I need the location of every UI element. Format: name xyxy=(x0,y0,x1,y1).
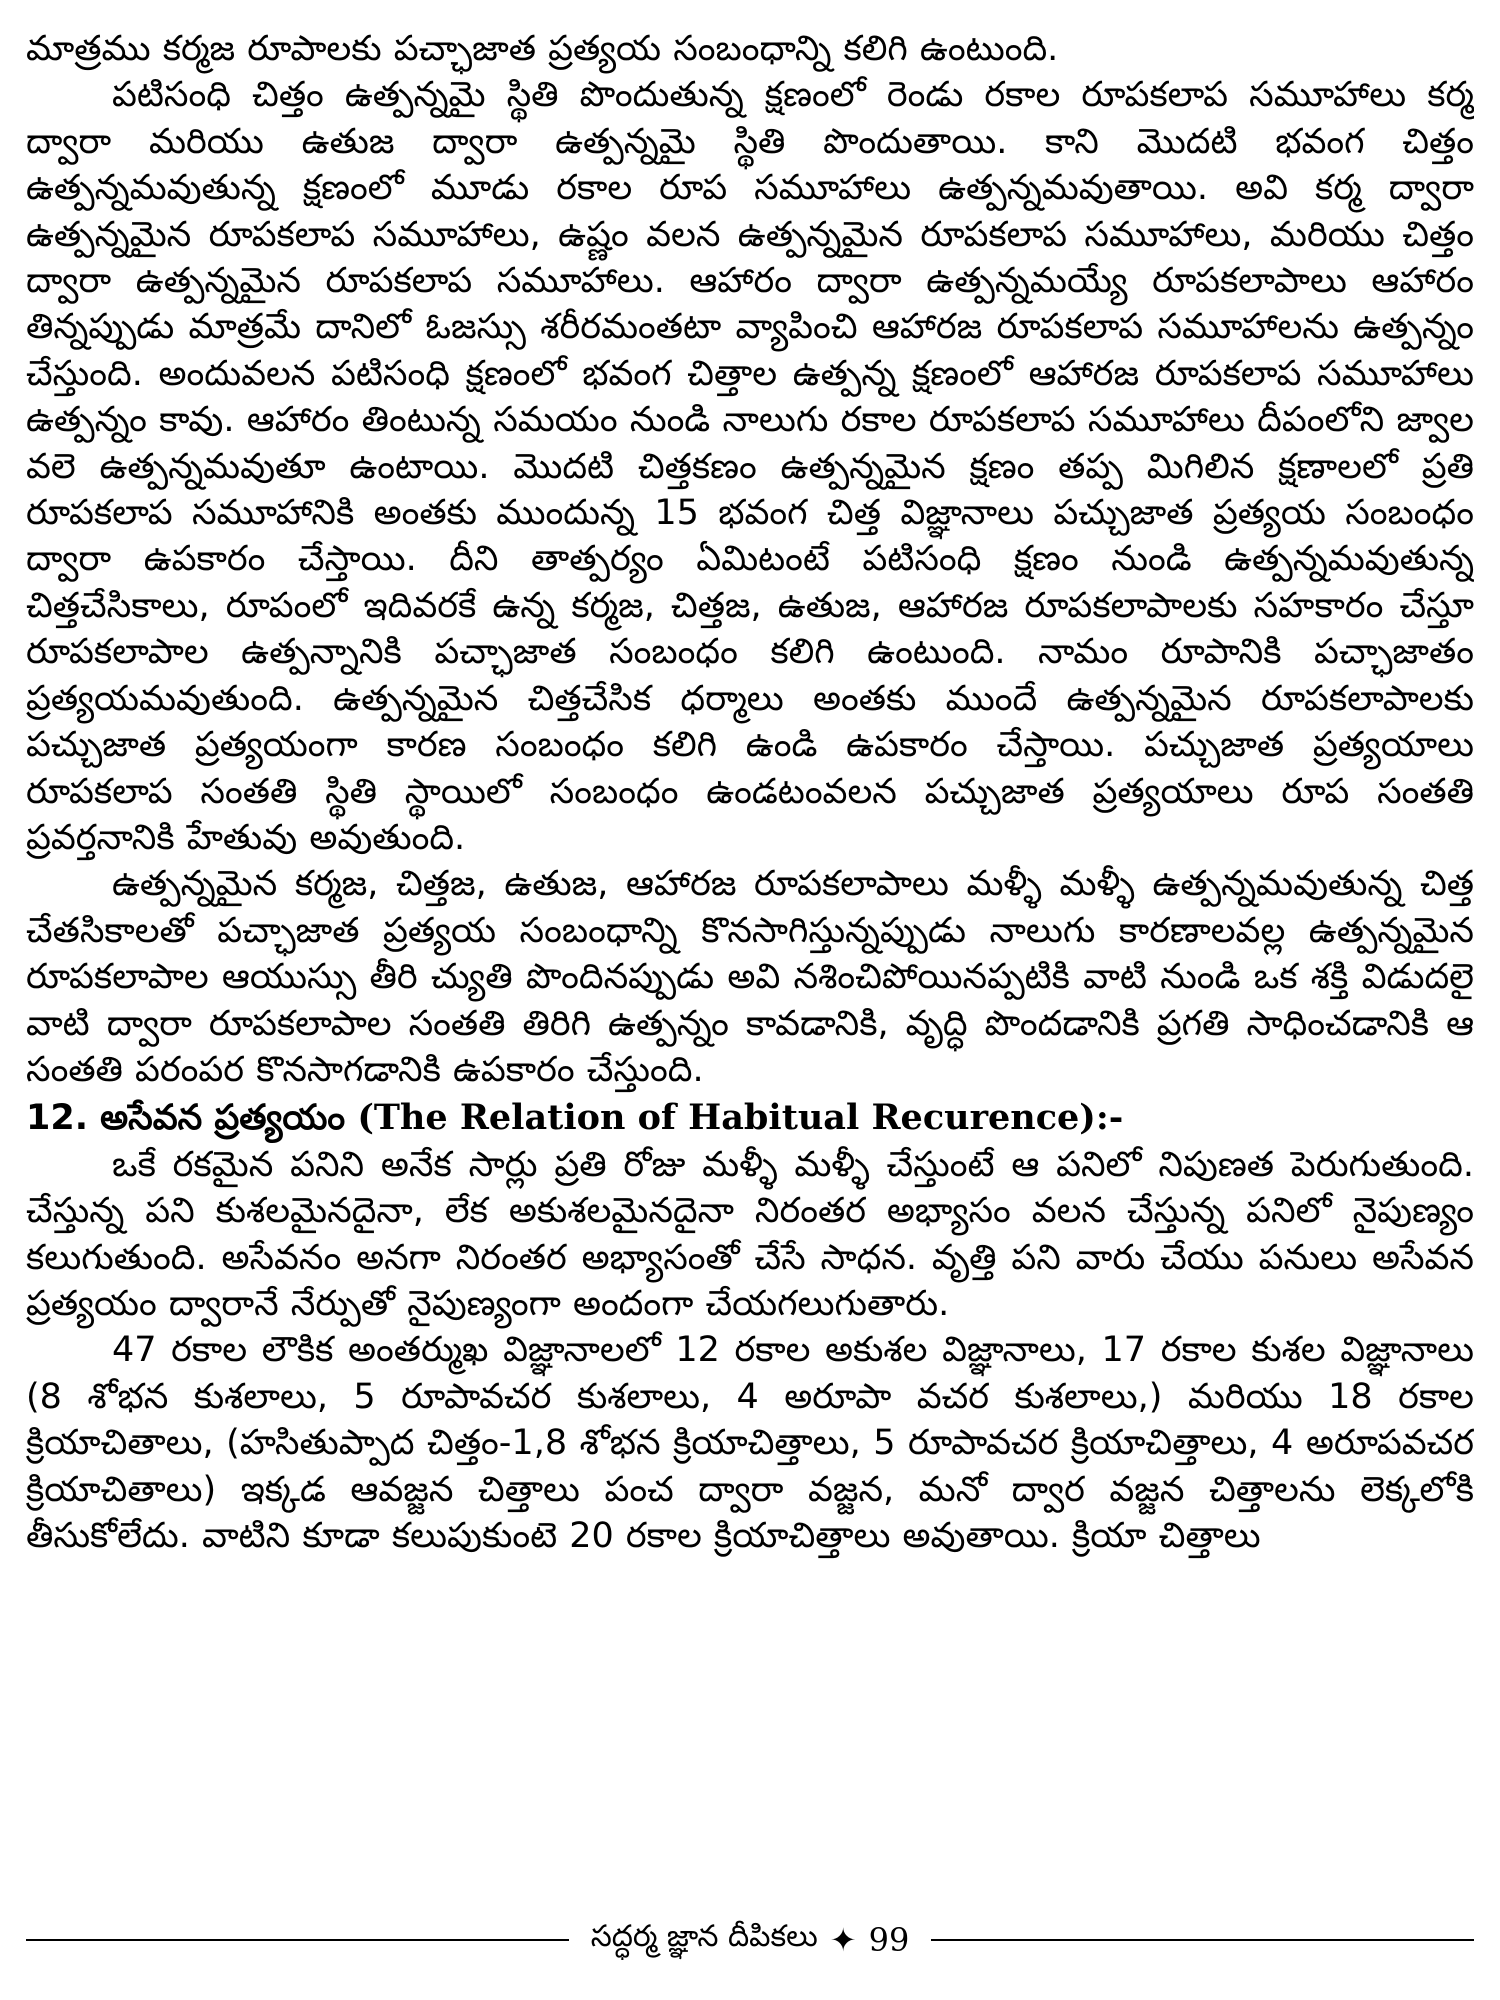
footer-book-title: సద్ధర్మ జ్ఞాన దీపికలు xyxy=(590,1919,818,1954)
paragraph-4: 47 రకాల లౌకిక అంతర్ముఖ విజ్ఞానాలలో 12 రకాల అకుశల విజ్ఞానాలు, 17 రకాల కుశల విజ్ఞానాలు (8 శోభన కుశలాలు, 5 రూపావచర కుశలాలు, 4 అరూపా వచర కుశలాలు,) మరియు 18 రకాల క్రియాచితాలు, (హసితుప్పాద చిత్తం-1,8 శోభన క్రియాచిత్తాలు, 5 రూపావచర క్రియాచిత్తాలు, 4 అరూపవచర క్రియాచితాలు) ఇక్కడ ఆవజ్జన చిత్తాలు పంచ ద్వారా వజ్జన, మనో ద్వార వజ్జన చిత్తాలను లెక్కలోకి తీసుకోలేదు. వాటిని కూడా కలుపుకుంటె 20 రకాల క్రియాచిత్తాలు అవుతాయి. క్రియా చిత్తాలు xyxy=(26,1330,1474,1556)
page-footer xyxy=(26,1912,1474,1968)
paragraph-0: మాత్రము కర్మజ రూపాలకు పచ్ఛాజాత ప్రత్యయ సంబంధాన్ని కలిగి ఉంటుంది. xyxy=(26,29,1059,69)
star-separator-icon: ✦ xyxy=(829,1921,857,1959)
paragraph-1: పటిసంధి చిత్తం ఉత్పన్నమై స్థితి పొందుతున్న క్షణంలో రెండు రకాల రూపకలాప సమూహాలు కర్మ ద్వారా మరియు ఉతుజ ద్వారా ఉత్పన్నమై స్థితి పొందుతాయి. కాని మొదటి భవంగ చిత్తం ఉత్పన్నమవుతున్న క్షణంలో మూడు రకాల రూప సమూహాలు ఉత్పన్నమవుతాయి. అవి కర్మ ద్వారా ఉత్పన్నమైన రూపకలాప సమూహాలు, ఉష్ణం వలన ఉత్పన్నమైన రూపకలాప సమూహాలు, మరియు చిత్తం ద్వారా ఉత్పన్నమైన రూపకలాప సమూహాలు. ఆహారం ద్వారా ఉత్పన్నమయ్యే రూపకలాపాలు ఆహారం తిన్నప్పుడు మాత్రమే దానిలో ఓజస్సు శరీరమంతటా వ్యాపించి ఆహారజ రూపకలాప సమూహాలను ఉత్పన్నం చేస్తుంది. అందువలన పటిసంధి క్షణంలో భవంగ చిత్తాల ఉత్పన్న క్షణంలో ఆహారజ రూపకలాప సమూహాలు ఉత్పన్నం కావు. ఆహారం తింటున్న సమయం నుండి నాలుగు రకాల రూపకలాప సమూహాలు దీపంలోని జ్వాల వలె ఉత్పన్నమవుతూ ఉంటాయి. మొదటి చిత్తకణం ఉత్పన్నమైన క్షణం తప్ప మిగిలిన క్షణాలలో ప్రతి రూపకలాప సమూహానికి అంతకు ముందున్న 15 భవంగ చిత్త విజ్ఞానాలు పచ్చుజాత ప్రత్యయ సంబంధం ద్వారా ఉపకారం చేస్తాయి. దీని తాత్పర్యం ఏమిటంటే పటిసంధి క్షణం నుండి ఉత్పన్నమవుతున్న చిత్తచేసికాలు, రూపంలో ఇదివరకే ఉన్న కర్మజ, చిత్తజ, ఉతుజ, ఆహారజ రూపకలాపాలకు సహకారం చేస్తూ రూపకలాపాల ఉత్పన్నానికి పచ్ఛాజాత సంబంధం కలిగి ఉంటుంది. నామం రూపానికి పచ్ఛాజాతం ప్రత్యయమవుతుంది. ఉత్పన్నమైన చిత్తచేసిక ధర్మాలు అంతకు ముందే ఉత్పన్నమైన రూపకలాపాలకు పచ్చుజాత ప్రత్యయంగా కారణ సంబంధం కలిగి ఉండి ఉపకారం చేస్తాయి. పచ్చుజాత ప్రత్యయాలు రూపకలాప సంతతి స్థితి స్థాయిలో సంబంధం ఉండటంవలన పచ్చుజాత ప్రత్యయాలు రూప సంతతి ప్రవర్తనానికి హేతువు అవుతుంది. xyxy=(26,75,1474,858)
section-heading-english: (The Relation of Habitual Recurence):- xyxy=(357,1097,1124,1139)
document-page xyxy=(26,26,1474,1974)
section-heading-title: 12. అసేవన ప్రత్యయం xyxy=(26,1098,346,1139)
page-number: 99 xyxy=(868,1921,910,1959)
section-heading xyxy=(26,1095,1474,1141)
footer-rule-left xyxy=(26,1939,569,1941)
footer-text xyxy=(569,1919,932,1961)
paragraph-3: ఒకే రకమైన పనిని అనేక సార్లు ప్రతి రోజు మళ్ళీ మళ్ళీ చేస్తుంటే ఆ పనిలో నిపుణత పెరుగుతుంది. చేస్తున్న పని కుశలమైనదైనా, లేక అకుశలమైనదైనా నిరంతర అభ్యాసం వలన చేస్తున్న పనిలో నైపుణ్యం కలుగుతుంది. అసేవనం అనగా నిరంతర అభ్యాసంతో చేసే సాధన. వృత్తి పని వారు చేయు పనులు అసేవన ప్రత్యయం ద్వారానే నేర్పుతో నైపుణ్యంగా అందంగా చేయగలుగుతారు. xyxy=(26,1144,1474,1324)
body-text xyxy=(26,26,1474,1559)
footer-rule-right xyxy=(931,1939,1474,1941)
paragraph-2: ఉత్పన్నమైన కర్మజ, చిత్తజ, ఉతుజ, ఆహారజ రూపకలాపాలు మళ్ళీ మళ్ళీ ఉత్పన్నమవుతున్న చిత్త చేతసికాలతో పచ్ఛాజాత ప్రత్యయ సంబంధాన్ని కొనసాగిస్తున్నప్పుడు నాలుగు కారణాలవల్ల ఉత్పన్నమైన రూపకలాపాల ఆయుస్సు తీరి చ్యుతి పొందినప్పుడు అవి నశించిపోయినప్పటికి వాటి నుండి ఒక శక్తి విడుదలై వాటి ద్వారా రూపకలాపాల సంతతి తిరిగి ఉత్పన్నం కావడానికి, వృద్ధి పొందడానికి ప్రగతి సాధించడానికి ఆ సంతతి పరంపర కొనసాగడానికి ఉపకారం చేస్తుంది. xyxy=(26,864,1474,1090)
